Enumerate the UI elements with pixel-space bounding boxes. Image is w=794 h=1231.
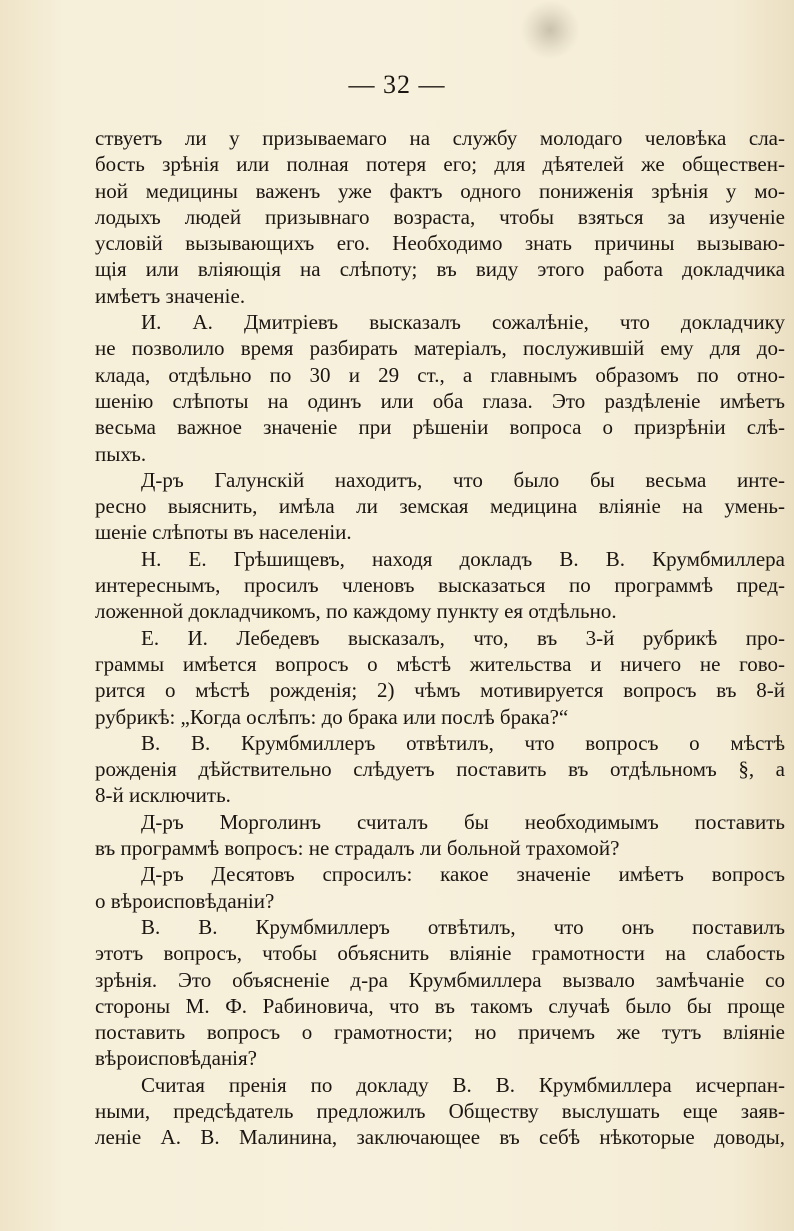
text-line: ресно выяснить, имѣла ли земская медицина вліяніе на умень- xyxy=(95,494,785,519)
text-line: пыхъ. xyxy=(95,441,147,466)
text-line: весьма важное значеніе при рѣшеніи вопроса о призрѣніи слѣ- xyxy=(95,415,785,440)
text-line: Д-ръ Десятовъ спросилъ: какое значеніе имѣетъ вопросъ xyxy=(141,862,785,887)
text-line: лодыхъ людей призывнаго возраста, чтобы взяться за изученіе xyxy=(95,204,785,229)
page-number: — 32 — xyxy=(348,70,446,99)
text-line: не позволило время разбирать матеріалъ, послужившій ему для до- xyxy=(95,336,785,361)
text-line: о вѣроисповѣданіи? xyxy=(95,888,275,913)
text-line: бость зрѣнія или полная потеря его; для дѣятелей же обществен- xyxy=(95,152,785,177)
page-stain xyxy=(520,0,580,60)
text-line: рится о мѣстѣ рожденія; 2) чѣмъ мотивируется вопросъ въ 8-й xyxy=(95,678,785,703)
text-line: рубрикѣ: „Когда ослѣпъ: до брака или послѣ брака?“ xyxy=(95,704,569,729)
text-line: рожденія дѣйствительно слѣдуетъ поставить въ отдѣльномъ §, а xyxy=(95,757,785,782)
text-line: клада, отдѣльно по 30 и 29 ст., а главнымъ образомъ по отно- xyxy=(95,362,785,387)
text-line: условій вызывающихъ его. Необходимо знать причины вызываю- xyxy=(95,231,785,256)
text-line: зрѣнія. Это объясненіе д-ра Крумбмиллера вызвало замѣчаніе со xyxy=(95,967,785,992)
text-line: леніе А. В. Малинина, заключающее въ себѣ нѣкоторые доводы, xyxy=(95,1125,785,1150)
text-line: ложенной докладчикомъ, по каждому пункту ея отдѣльно. xyxy=(95,599,617,624)
body-text xyxy=(95,125,785,1151)
text-line: Н. Е. Грѣшищевъ, находя докладъ В. В. Крумбмиллера xyxy=(141,546,785,571)
text-line: граммы имѣется вопросъ о мѣстѣ жительства и ничего не гово- xyxy=(95,651,785,676)
text-line: имѣетъ значеніе. xyxy=(95,283,246,308)
text-line: В. В. Крумбмиллеръ отвѣтилъ, что вопросъ о мѣстѣ xyxy=(141,730,785,755)
text-line: ными, предсѣдатель предложилъ Обществу выслушать еще заяв- xyxy=(95,1098,785,1123)
text-line: Д-ръ Галунскій находитъ, что было бы весьма инте- xyxy=(141,467,785,492)
text-line: этотъ вопросъ, чтобы объяснить вліяніе грамотности на слабость xyxy=(95,941,785,966)
text-line: въ программѣ вопросъ: не страдалъ ли больной трахомой? xyxy=(95,836,620,861)
text-line: И. А. Дмитріевъ высказалъ сожалѣніе, что докладчику xyxy=(141,310,785,335)
text-line: вѣроисповѣданія? xyxy=(95,1046,257,1071)
text-line: 8-й исключить. xyxy=(95,783,231,808)
text-line: ствуетъ ли у призываемаго на службу молодаго человѣка сла- xyxy=(95,126,785,150)
text-line: Считая пренія по докладу В. В. Крумбмиллера исчерпан- xyxy=(141,1072,785,1097)
text-line: шеніе слѣпоты въ населеніи. xyxy=(95,520,352,545)
text-line: Е. И. Лебедевъ высказалъ, что, въ 3-й рубрикѣ про- xyxy=(141,625,785,650)
text-line: ной медицины важенъ уже фактъ одного пониженія зрѣнія у мо- xyxy=(95,178,785,203)
text-line: Д-ръ Морголинъ считалъ бы необходимымъ поставить xyxy=(141,809,785,834)
text-line: поставить вопросъ о грамотности; но причемъ же тутъ вліяніе xyxy=(95,1020,785,1045)
text-line: интереснымъ, просилъ членовъ высказаться по программѣ пред- xyxy=(95,573,785,598)
text-line: В. В. Крумбмиллеръ отвѣтилъ, что онъ поставилъ xyxy=(141,914,785,939)
text-line: шенію слѣпоты на одинъ или оба глаза. Это раздѣленіе имѣетъ xyxy=(95,388,785,413)
text-line: щія или вліяющія на слѣпоту; въ виду этого работа докладчика xyxy=(95,257,785,282)
text-line: стороны М. Ф. Рабиновича, что въ такомъ случаѣ было бы проще xyxy=(95,993,785,1018)
